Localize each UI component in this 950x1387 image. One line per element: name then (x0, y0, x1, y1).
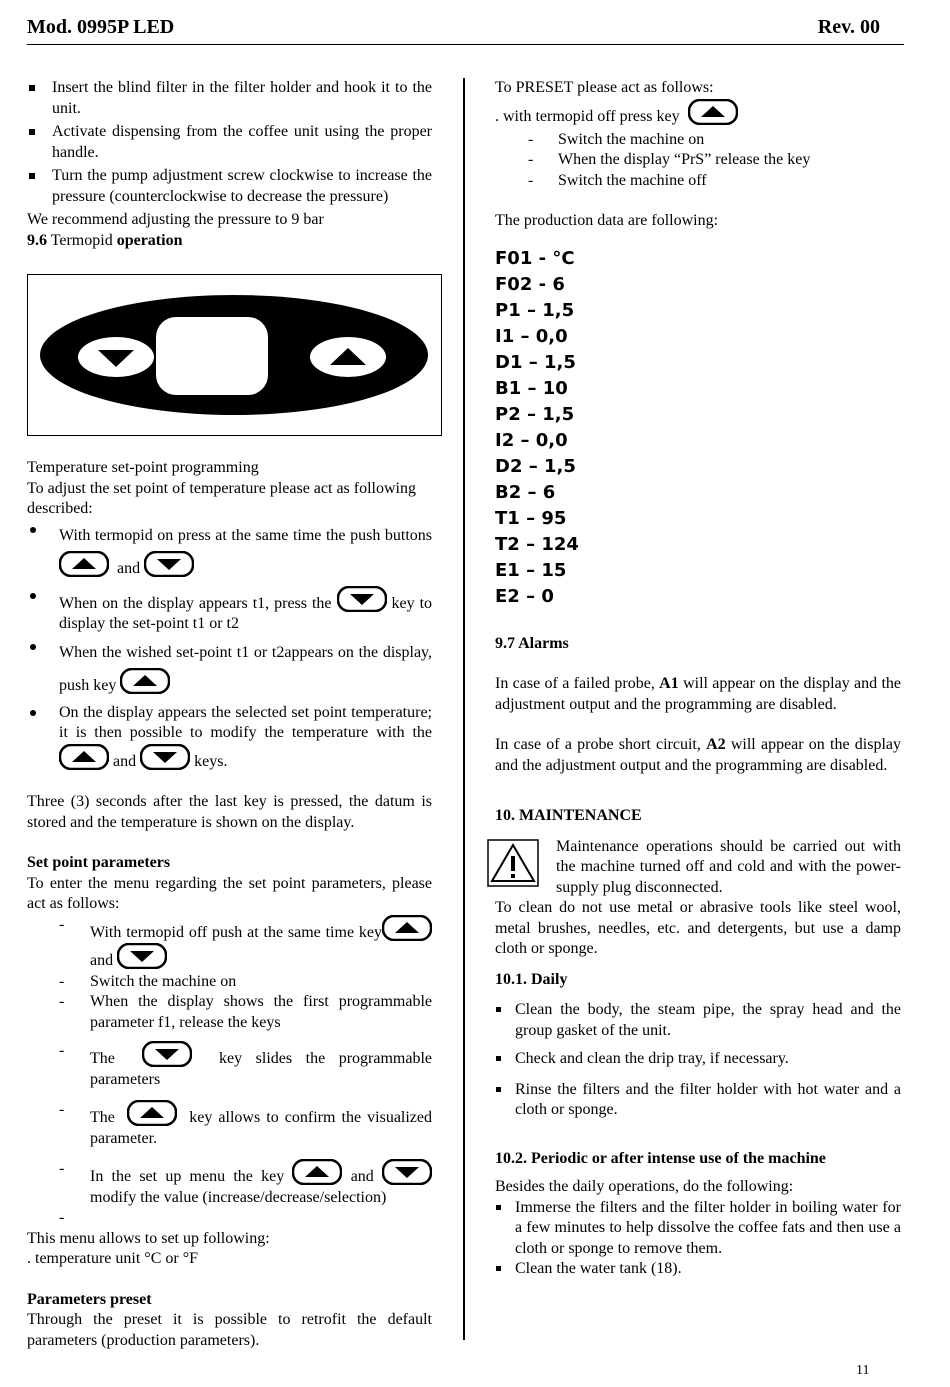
step-text: With termopid on press at the same time the push buttons (59, 526, 432, 544)
step-text: On the display appears the selected set point temperature; it is then possible to modify the temperature with the (59, 703, 432, 741)
step-text: key allows to confirm the visualized parameter. (90, 1109, 433, 1147)
production-params-list (495, 246, 901, 610)
param-item: B1 – 10 (495, 377, 568, 399)
alarm-text: will appear on the display and the adjustment output and the programming are disabled. (495, 736, 901, 774)
step-item: - Switch the machine on (495, 130, 901, 151)
three-seconds-text: Three (3) seconds after the last key is pressed, the datum is stored and the temperature is shown on the display. (27, 793, 432, 831)
step-item (27, 703, 432, 773)
up-key-icon (127, 1100, 177, 1126)
daily-item: Rinse the filters and the filter holder with hot water and a cloth or sponge. (495, 1080, 901, 1121)
step-item (27, 1041, 432, 1090)
maintenance-warning (495, 837, 901, 899)
section-number: 9.6 (27, 231, 47, 249)
down-key-icon (117, 943, 167, 969)
alarm-text: will appear on the display and the adjustment output and the programming are disabled. (495, 675, 902, 713)
bullet-item: Activate dispensing from the coffee unit using the proper handle. (27, 122, 432, 163)
dash-line: - (59, 1209, 65, 1226)
alarm-code: A2 (706, 736, 726, 753)
step-text: The (90, 1050, 115, 1067)
down-key-icon (337, 586, 387, 612)
periodic-item: Immerse the filters and the filter holder in boiling water for a few minutes to help dissolve the coffee fats and then use a cloth or sponge to remove them. (495, 1198, 901, 1260)
periodic-intro: Besides the daily operations, do the following: (495, 1178, 794, 1195)
periodic-item: Clean the water tank (18). (495, 1259, 901, 1280)
temp-prog-steps (27, 520, 432, 773)
step-item (27, 1159, 432, 1208)
step-item (27, 586, 432, 635)
param-item: T1 – 95 (495, 507, 567, 529)
down-key-icon (144, 551, 194, 577)
alarms-title: 9.7 Alarms (495, 634, 569, 652)
param-item: E1 – 15 (495, 559, 567, 581)
step-text: In the set up menu the key (90, 1168, 285, 1185)
production-intro: The production data are following: (495, 212, 719, 229)
down-key-icon (142, 1041, 192, 1067)
step-item: - Switch the machine off (495, 171, 901, 192)
param-item: E2 – 0 (495, 585, 554, 607)
daily-list (495, 1000, 901, 1121)
param-item: D2 – 1,5 (495, 455, 576, 477)
section-bold-word: operation (116, 231, 183, 249)
alarm-code: A1 (659, 675, 679, 692)
step-item (27, 1100, 432, 1149)
param-item: F02 - 6 (495, 273, 565, 295)
section-word: Termopid (50, 231, 113, 249)
up-key-icon (688, 99, 738, 125)
step-item (27, 915, 432, 972)
step-item (27, 637, 432, 701)
param-item: D1 – 1,5 (495, 351, 576, 373)
and-text: and (117, 559, 141, 577)
termopid-panel-figure (27, 274, 442, 436)
daily-item: Check and clean the drip tray, if necessary. (495, 1049, 901, 1070)
and-text: and (90, 952, 114, 969)
right-column (495, 78, 901, 1280)
left-column (27, 78, 432, 1351)
keys-text: keys. (194, 752, 228, 770)
alarm-a2-text (495, 735, 901, 776)
setpoint-params-title: Set point parameters (27, 854, 171, 871)
step-item (27, 520, 432, 584)
periodic-list (495, 1198, 901, 1280)
and-text: and (350, 1168, 374, 1185)
preset-steps (495, 130, 901, 192)
param-item: T2 – 124 (495, 533, 579, 555)
bullet-item: Turn the pump adjustment screw clockwise to increase the pressure (counterclockwise to decrease the pressure) (27, 166, 432, 207)
filter-bullets (27, 78, 432, 207)
step-text: The (90, 1109, 115, 1126)
daily-title: 10.1. Daily (495, 970, 568, 988)
setpoint-params-steps (27, 915, 432, 1209)
temp-prog-title: Temperature set-point programming (27, 459, 259, 476)
up-key-icon (382, 915, 432, 941)
temp-unit-text: . temperature unit °C or °F (27, 1250, 198, 1267)
termopid-heading (27, 231, 432, 252)
down-key-icon (382, 1159, 432, 1185)
preset-intro: To PRESET please act as follows: (495, 79, 714, 96)
model-title: Mod. 0995P LED (27, 16, 175, 38)
setpoint-params-intro: To enter the menu regarding the set point parameters, please act as follows: (27, 874, 432, 912)
and-text: and (113, 752, 137, 770)
param-item: I2 – 0,0 (495, 429, 568, 451)
step-item: - When the display shows the first programmable parameter f1, release the keys (27, 992, 432, 1033)
bullet-item: Insert the blind filter in the filter holder and hook it to the unit. (27, 78, 432, 119)
cleaning-text: To clean do not use metal or abrasive tools like steel wool, metal brushes, needles, etc. and detergents, but use a damp cloth or sponge. (495, 899, 901, 957)
step-item: - Switch the machine on (27, 972, 432, 993)
termopid-panel-illustration (28, 275, 441, 435)
temp-prog-intro: To adjust the set point of temperature please act as following described: (27, 479, 416, 517)
with-termopid-text (495, 99, 901, 130)
menu-allows-text: This menu allows to set up following: (27, 1229, 270, 1247)
step-text: With termopid off push at the same time key (90, 923, 382, 941)
page-header (27, 14, 904, 45)
down-key-icon (140, 744, 190, 770)
param-item: F01 - °C (495, 247, 575, 269)
warning-icon (487, 839, 539, 887)
periodic-title: 10.2. Periodic or after intense use of the machine (495, 1149, 826, 1167)
step-text: key to display the set-point t1 or t2 (59, 594, 433, 632)
maintenance-title: 10. MAINTENANCE (495, 807, 642, 824)
up-key-icon (292, 1159, 342, 1185)
alarm-text: In case of a failed probe, (495, 675, 655, 692)
up-key-icon (59, 551, 109, 577)
step-text: key slides the programmable parameters (90, 1050, 433, 1088)
step-item: - When the display “PrS” release the key (495, 150, 901, 171)
alarm-text: In case of a probe short circuit, (495, 736, 701, 753)
revision-label: Rev. 00 (817, 16, 880, 38)
warning-text: Maintenance operations should be carried out with the machine turned off and cold and with the power-supply plug disconnected. (556, 837, 901, 896)
param-item: P2 – 1,5 (495, 403, 575, 425)
preset-text: Through the preset it is possible to retrofit the default parameters (production parameters). (27, 1311, 432, 1349)
step-text: When the wished set-point t1 or t2appears on the display, push key (59, 643, 432, 694)
param-item: P1 – 1,5 (495, 299, 575, 321)
page-number: 11 (856, 1363, 870, 1378)
recommend-text: We recommend adjusting the pressure to 9 bar (27, 211, 324, 228)
step-text: When on the display appears t1, press the (59, 594, 332, 612)
param-item: B2 – 6 (495, 481, 556, 503)
step-text: . with termopid off press key (495, 107, 680, 125)
up-key-icon (59, 744, 109, 770)
up-key-icon (120, 668, 170, 694)
step-text: modify the value (increase/decrease/selection) (90, 1188, 387, 1206)
daily-item: Clean the body, the steam pipe, the spray head and the group gasket of the unit. (495, 1000, 901, 1041)
alarm-a1-text (495, 674, 901, 715)
preset-title: Parameters preset (27, 1290, 152, 1308)
param-item: I1 – 0,0 (495, 325, 568, 347)
column-divider (463, 78, 465, 1340)
